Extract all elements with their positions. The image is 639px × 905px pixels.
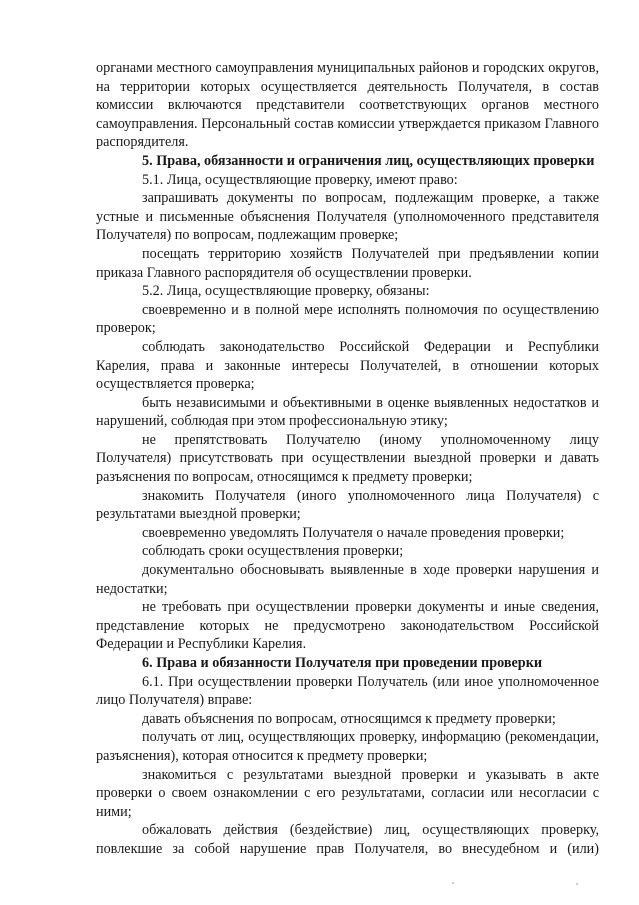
duty-be-independent: быть независимыми и объективными в оценке выявленных недостатков и нарушений, соблюдая при этом профессиональную этику; [96, 394, 599, 430]
duty-exercise-powers: своевременно и в полной мере исполнять полномочия по осуществлению проверок; [96, 301, 599, 337]
duty-not-obstruct: не препятствовать Получателю (иному уполномоченному лицу Получателя) присутствовать при осуществлении выездной проверки и давать разъяснения по вопросам, относящимся к предмету проверки; [96, 431, 599, 486]
right-appeal-actions: обжаловать действия (бездействие) лиц, осуществляющих проверку, повлекшие за собой нарушение прав Получателя, во внесудебном и (или) [96, 822, 599, 857]
clause-6-1: 6.1. При осуществлении проверки Получатель (или иное уполномоченное лицо Получателя) вправе: [96, 673, 599, 709]
document-body [96, 59, 599, 859]
duty-observe-legislation: соблюдать законодательство Российской Федерации и Республики Карелия, права и законные интересы Получателей, в отношении которых осуществляется проверка; [96, 338, 599, 393]
paragraph-commission-composition: органами местного самоуправления муниципальных районов и городских округов, на территории которых осуществляется деятельность Получателя, в состав комиссии включаются представители соответствующих органов местного самоуправления. Персональный состав комиссии утверждается приказом Главного распорядителя. [96, 60, 599, 151]
duty-document-violations: документально обосновывать выявленные в ходе проверки нарушения и недостатки; [96, 562, 599, 597]
right-give-explanations: давать объяснения по вопросам, относящимся к предмету проверки; [142, 710, 556, 727]
duty-not-require-extra-docs: не требовать при осуществлении проверки документы и иные сведения, представление которых не предусмотрено законодательством Российской Федерации и Республики Карелия. [96, 599, 599, 653]
right-visit-territory: посещать территорию хозяйств Получателей при предъявлении копии приказа Главного распорядителя об осуществлении проверки. [96, 245, 599, 281]
section-5-heading: 5. Права, обязанности и ограничения лиц, осуществляющих проверки [142, 152, 595, 169]
duty-acquaint-results: знакомить Получателя (иного уполномоченного лица Получателя) с результатами выездной проверки; [96, 487, 599, 523]
right-request-documents: запрашивать документы по вопросам, подлежащим проверке, а также устные и письменные объяснения Получателя (уполномоченного представителя Получателя) по вопросам, подлежащим проверке; [96, 190, 599, 244]
duty-observe-deadlines: соблюдать сроки осуществления проверки; [142, 543, 404, 560]
section-6-heading: 6. Права и обязанности Получателя при проведении проверки [142, 655, 543, 671]
scan-speck [452, 882, 454, 884]
clause-5-2: 5.2. Лица, осуществляющие проверку, обязаны: [142, 283, 430, 300]
right-review-results: знакомиться с результатами выездной проверки и указывать в акте проверки о своем ознакомлении с его результатами, согласии или несогласии с ними; [96, 766, 599, 820]
duty-notify-start: своевременно уведомлять Получателя о начале проведения проверки; [142, 524, 565, 541]
right-receive-information: получать от лиц, осуществляющих проверку, информацию (рекомендации, разъяснения), которая относится к предмету проверки; [96, 729, 599, 764]
scan-speck [576, 883, 578, 885]
clause-5-1: 5.1. Лица, осуществляющие проверку, имеют право: [142, 171, 458, 188]
